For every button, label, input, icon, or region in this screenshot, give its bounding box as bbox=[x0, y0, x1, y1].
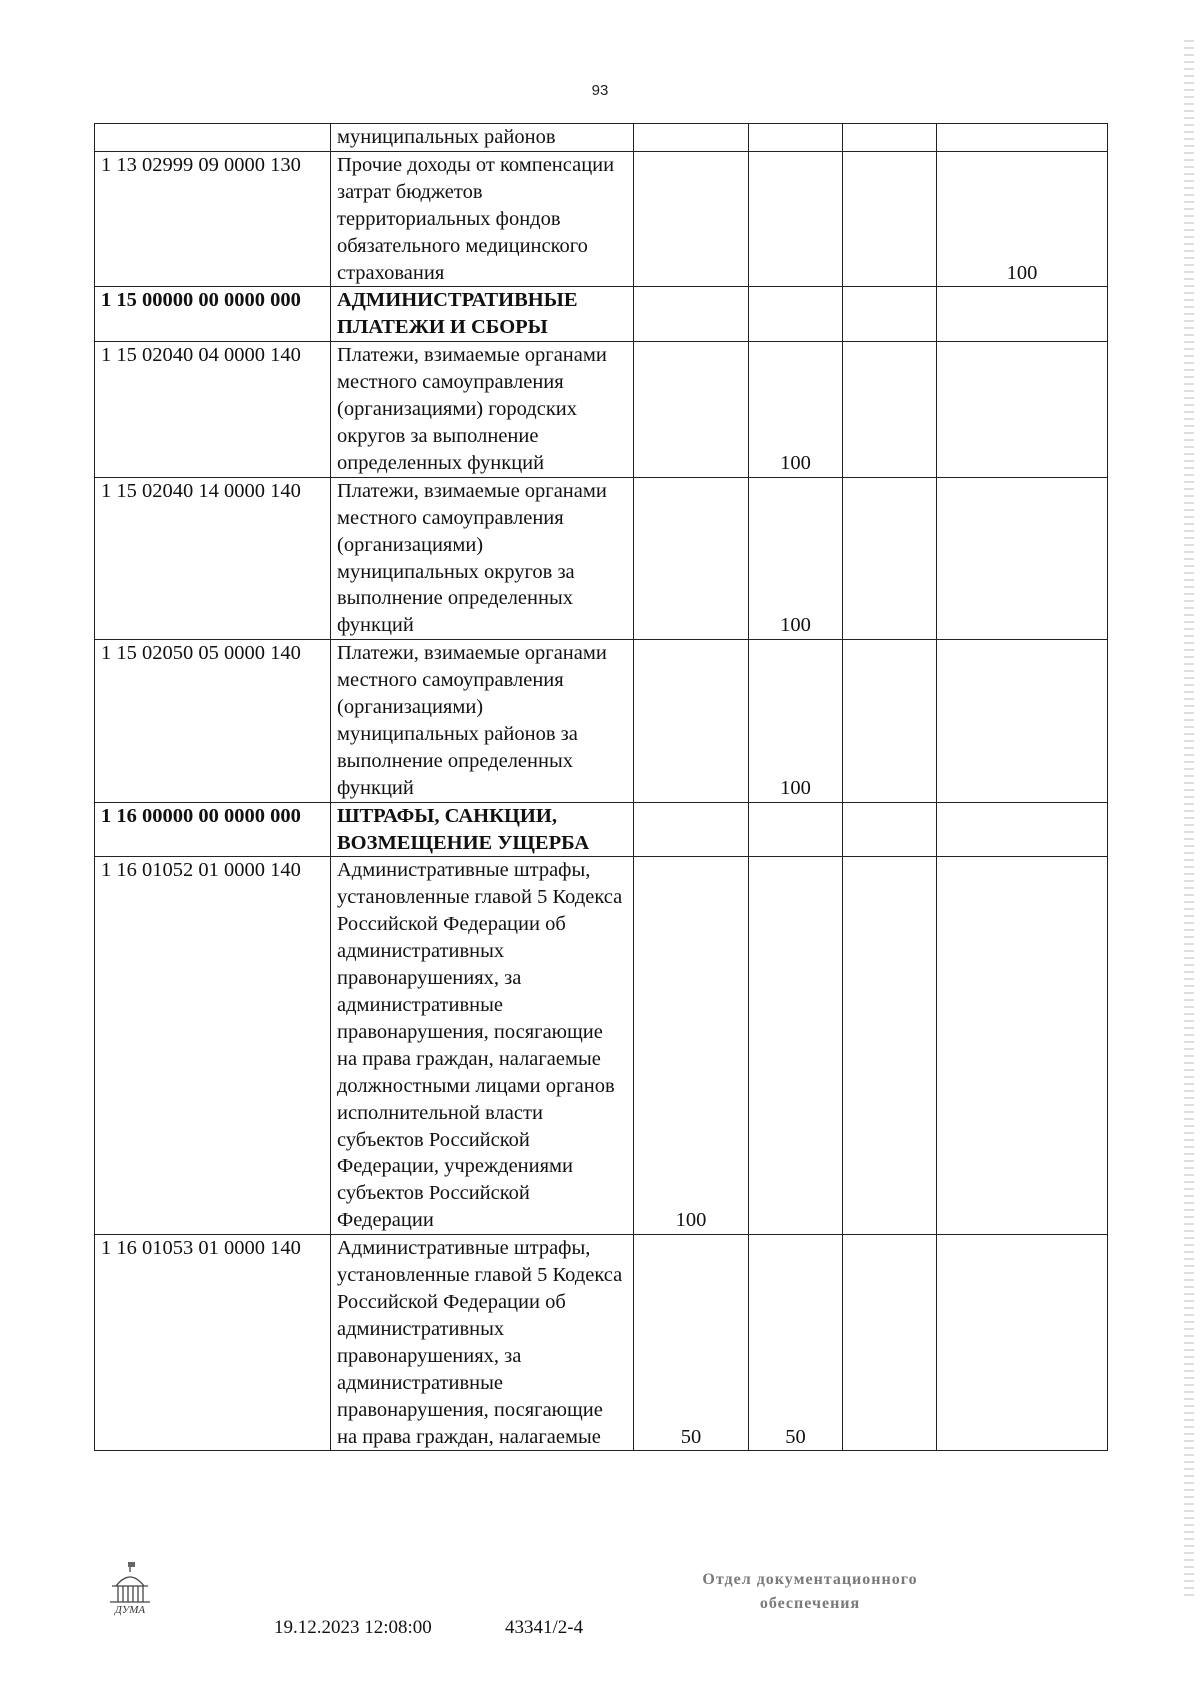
cell-value-1 bbox=[634, 640, 749, 802]
stamp-line-2: обеспечения bbox=[759, 1595, 861, 1612]
budget-revenue-table bbox=[94, 123, 1108, 1451]
cell-value-4 bbox=[937, 802, 1108, 857]
cell-name: Платежи, взимаемые органами местного самоуправления (организациями) городских округов за выполнение определенных функций bbox=[331, 342, 634, 478]
cell-code: 1 15 02040 04 0000 140 bbox=[95, 342, 331, 478]
cell-value-4 bbox=[937, 857, 1108, 1235]
table-row bbox=[95, 342, 1108, 478]
cell-value-1 bbox=[634, 802, 749, 857]
cell-value-4: 100 bbox=[937, 151, 1108, 287]
table-row bbox=[95, 477, 1108, 639]
cell-code: 1 16 01053 01 0000 140 bbox=[95, 1235, 331, 1451]
cell-value-3 bbox=[843, 477, 937, 639]
cell-value-1: 50 bbox=[634, 1235, 749, 1451]
cell-value-3 bbox=[843, 857, 937, 1235]
cell-name: Платежи, взимаемые органами местного самоуправления (организациями) муниципальных районов за выполнение определенных функций bbox=[331, 640, 634, 802]
cell-value-2 bbox=[749, 802, 843, 857]
table-row bbox=[95, 124, 1108, 152]
cell-code: 1 15 02040 14 0000 140 bbox=[95, 477, 331, 639]
cell-value-1 bbox=[634, 124, 749, 152]
table-row bbox=[95, 287, 1108, 342]
cell-value-3 bbox=[843, 1235, 937, 1451]
cell-code bbox=[95, 124, 331, 152]
cell-value-2: 50 bbox=[749, 1235, 843, 1451]
cell-value-2 bbox=[749, 124, 843, 152]
scan-edge-noise bbox=[1184, 40, 1194, 1600]
cell-value-1 bbox=[634, 151, 749, 287]
cell-value-3 bbox=[843, 287, 937, 342]
cell-value-2 bbox=[749, 857, 843, 1235]
cell-name: муниципальных районов bbox=[331, 124, 634, 152]
cell-value-3 bbox=[843, 124, 937, 152]
cell-code: 1 13 02999 09 0000 130 bbox=[95, 151, 331, 287]
cell-value-3 bbox=[843, 342, 937, 478]
page-number: 93 bbox=[591, 82, 609, 99]
document-number: 43341/2-4 bbox=[505, 1617, 584, 1638]
cell-value-1 bbox=[634, 342, 749, 478]
department-stamp bbox=[660, 1568, 960, 1616]
cell-value-4 bbox=[937, 342, 1108, 478]
table-row bbox=[95, 857, 1108, 1235]
cell-value-3 bbox=[843, 640, 937, 802]
cell-value-4 bbox=[937, 287, 1108, 342]
cell-value-4 bbox=[937, 1235, 1108, 1451]
stamp-line-1: Отдел документационного bbox=[702, 1571, 918, 1588]
cell-value-2 bbox=[749, 151, 843, 287]
cell-value-4 bbox=[937, 477, 1108, 639]
cell-value-4 bbox=[937, 640, 1108, 802]
cell-value-2: 100 bbox=[749, 342, 843, 478]
cell-value-1 bbox=[634, 287, 749, 342]
cell-value-4 bbox=[937, 124, 1108, 152]
svg-text:ДУМА: ДУМА bbox=[114, 1604, 146, 1616]
cell-value-1: 100 bbox=[634, 857, 749, 1235]
table-row bbox=[95, 802, 1108, 857]
cell-value-2: 100 bbox=[749, 640, 843, 802]
table-row bbox=[95, 151, 1108, 287]
cell-value-1 bbox=[634, 477, 749, 639]
duma-logo bbox=[102, 1560, 158, 1616]
cell-name: Административные штрафы, установленные главой 5 Кодекса Российской Федерации об административных правонарушениях, за административные правонарушения, посягающие на права граждан, налагаемые bbox=[331, 1235, 634, 1451]
cell-code: 1 15 02050 05 0000 140 bbox=[95, 640, 331, 802]
registration-date: 19.12.2023 12:08:00 bbox=[274, 1617, 432, 1638]
cell-value-3 bbox=[843, 151, 937, 287]
cell-name: Прочие доходы от компенсации затрат бюджетов территориальных фондов обязательного медицинского страхования bbox=[331, 151, 634, 287]
cell-code: 1 16 01052 01 0000 140 bbox=[95, 857, 331, 1235]
table-row bbox=[95, 1235, 1108, 1451]
cell-value-2 bbox=[749, 287, 843, 342]
cell-name: ШТРАФЫ, САНКЦИИ, ВОЗМЕЩЕНИЕ УЩЕРБА bbox=[331, 802, 634, 857]
cell-code: 1 16 00000 00 0000 000 bbox=[95, 802, 331, 857]
cell-name: АДМИНИСТРАТИВНЫЕ ПЛАТЕЖИ И СБОРЫ bbox=[331, 287, 634, 342]
cell-name: Административные штрафы, установленные главой 5 Кодекса Российской Федерации об административных правонарушениях, за административные правонарушения, посягающие на права граждан, налагаемые должностными лицами органов исполнительной власти субъектов Российской Федерации, учреждениями субъектов Российской Федерации bbox=[331, 857, 634, 1235]
cell-value-3 bbox=[843, 802, 937, 857]
table-row bbox=[95, 640, 1108, 802]
cell-name: Платежи, взимаемые органами местного самоуправления (организациями) муниципальных округов за выполнение определенных функций bbox=[331, 477, 634, 639]
cell-value-2: 100 bbox=[749, 477, 843, 639]
cell-code: 1 15 00000 00 0000 000 bbox=[95, 287, 331, 342]
